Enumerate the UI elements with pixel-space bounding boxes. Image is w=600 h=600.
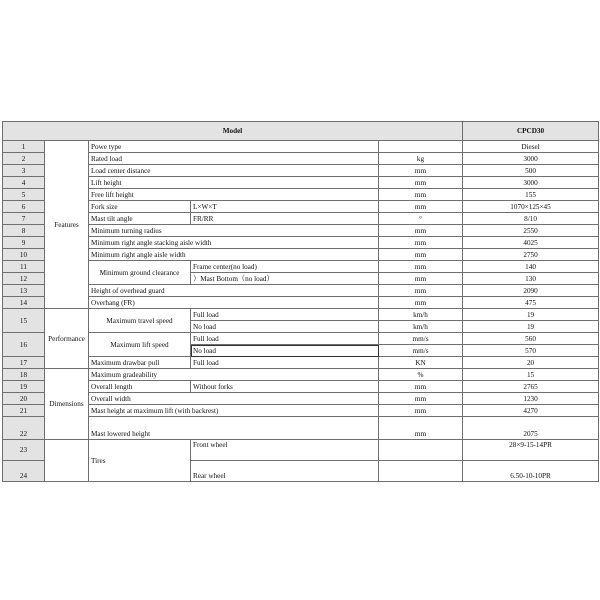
row-unit bbox=[379, 461, 463, 482]
row-unit: km/h bbox=[379, 309, 463, 321]
row-label: Height of overhead guard bbox=[89, 285, 379, 297]
table-row bbox=[3, 369, 599, 381]
group-blank bbox=[45, 440, 89, 482]
row-unit bbox=[379, 440, 463, 461]
row-label: Mast lowered height bbox=[89, 417, 379, 440]
row-value: 2090 bbox=[463, 285, 599, 297]
row-sub-label: Rear wheel bbox=[191, 461, 379, 482]
row-sub-label: L×W×T bbox=[191, 201, 379, 213]
row-label: Overall length bbox=[89, 381, 191, 393]
row-sub-label: Full load bbox=[191, 357, 379, 369]
group-dimensions: Dimensions bbox=[45, 369, 89, 440]
row-value: 2550 bbox=[463, 225, 599, 237]
selected-cell[interactable]: No load bbox=[191, 345, 379, 357]
table-row bbox=[3, 393, 599, 405]
table-row bbox=[3, 285, 599, 297]
row-label: Powe type bbox=[89, 141, 379, 153]
row-label: Rated load bbox=[89, 153, 379, 165]
table-row bbox=[3, 189, 599, 201]
table-row bbox=[3, 357, 599, 369]
row-unit: ° bbox=[379, 213, 463, 225]
table-row bbox=[3, 261, 599, 273]
row-label: Mast tilt angle bbox=[89, 213, 191, 225]
row-number: 7 bbox=[3, 213, 45, 225]
row-label: Maximum drawbar pull bbox=[89, 357, 191, 369]
row-unit: mm bbox=[379, 177, 463, 189]
spec-table bbox=[2, 121, 599, 482]
row-value: 560 bbox=[463, 333, 599, 345]
table-row bbox=[3, 177, 599, 189]
row-label: Minimum ground clearance bbox=[89, 261, 191, 285]
row-sub-label: Full load bbox=[191, 309, 379, 321]
row-value: 4270 bbox=[463, 405, 599, 417]
row-unit: mm bbox=[379, 273, 463, 285]
row-number: 19 bbox=[3, 381, 45, 393]
row-sub-label: FR/RR bbox=[191, 213, 379, 225]
table-row bbox=[3, 297, 599, 309]
row-number: 21 bbox=[3, 405, 45, 417]
table-row bbox=[3, 165, 599, 177]
row-label: Load center distance bbox=[89, 165, 379, 177]
row-number: 10 bbox=[3, 249, 45, 261]
group-performance: Performance bbox=[45, 309, 89, 369]
row-unit: mm bbox=[379, 405, 463, 417]
row-value: 28×9-15-14PR bbox=[463, 440, 599, 461]
row-value: 2750 bbox=[463, 249, 599, 261]
row-number: 17 bbox=[3, 357, 45, 369]
row-label: Tires bbox=[89, 440, 191, 482]
table-row bbox=[3, 213, 599, 225]
row-number: 6 bbox=[3, 201, 45, 213]
row-sub-label: Without forks bbox=[191, 381, 379, 393]
row-value: 1070×125×45 bbox=[463, 201, 599, 213]
row-number: 11 bbox=[3, 261, 45, 273]
row-value: 8/10 bbox=[463, 213, 599, 225]
row-unit: mm bbox=[379, 189, 463, 201]
row-label: Mast height at maximum lift (with backrest) bbox=[89, 405, 379, 417]
row-number: 23 bbox=[3, 440, 45, 461]
row-sub-label: Full load bbox=[191, 333, 379, 345]
row-number: 4 bbox=[3, 177, 45, 189]
row-unit: mm bbox=[379, 381, 463, 393]
row-value: 4025 bbox=[463, 237, 599, 249]
row-value: 155 bbox=[463, 189, 599, 201]
row-unit: mm/s bbox=[379, 345, 463, 357]
row-unit: kg bbox=[379, 153, 463, 165]
row-label: Fork size bbox=[89, 201, 191, 213]
table-row bbox=[3, 440, 599, 461]
row-value: 1230 bbox=[463, 393, 599, 405]
row-unit: KN bbox=[379, 357, 463, 369]
row-sub-label: No load bbox=[191, 321, 379, 333]
row-value: 3000 bbox=[463, 177, 599, 189]
header-row bbox=[3, 122, 599, 141]
row-number: 14 bbox=[3, 297, 45, 309]
row-value: Diesel bbox=[463, 141, 599, 153]
row-unit bbox=[379, 141, 463, 153]
table-row bbox=[3, 381, 599, 393]
table-row bbox=[3, 417, 599, 440]
row-value: 475 bbox=[463, 297, 599, 309]
table-row bbox=[3, 153, 599, 165]
row-label: Lift height bbox=[89, 177, 379, 189]
row-number: 5 bbox=[3, 189, 45, 201]
row-number: 9 bbox=[3, 237, 45, 249]
row-unit: mm bbox=[379, 225, 463, 237]
row-number: 20 bbox=[3, 393, 45, 405]
row-label: Maximum gradeability bbox=[89, 369, 379, 381]
row-number: 18 bbox=[3, 369, 45, 381]
row-value: 6.50-10-10PR bbox=[463, 461, 599, 482]
row-number: 3 bbox=[3, 165, 45, 177]
model-value: CPCD30 bbox=[463, 122, 599, 141]
row-label: Overall width bbox=[89, 393, 379, 405]
row-unit: mm bbox=[379, 417, 463, 440]
row-label: Minimum right angle stacking aisle width bbox=[89, 237, 379, 249]
row-label: Minimum right angle aisle width bbox=[89, 249, 379, 261]
row-number: 1 bbox=[3, 141, 45, 153]
table-row bbox=[3, 237, 599, 249]
row-number: 13 bbox=[3, 285, 45, 297]
row-unit: mm bbox=[379, 393, 463, 405]
row-number: 2 bbox=[3, 153, 45, 165]
row-unit: mm bbox=[379, 237, 463, 249]
row-sub-label: ）Mast Bottom（no load） bbox=[191, 273, 379, 285]
row-number: 24 bbox=[3, 461, 45, 482]
row-value: 15 bbox=[463, 369, 599, 381]
row-value: 130 bbox=[463, 273, 599, 285]
row-label: Free lift height bbox=[89, 189, 379, 201]
row-sub-label: Front wheel bbox=[191, 440, 379, 461]
row-number: 16 bbox=[3, 333, 45, 357]
row-label: Overhang (FR) bbox=[89, 297, 379, 309]
table-row bbox=[3, 309, 599, 321]
row-number: 22 bbox=[3, 417, 45, 440]
table-row bbox=[3, 249, 599, 261]
row-value: 19 bbox=[463, 309, 599, 321]
row-value: 140 bbox=[463, 261, 599, 273]
row-value: 20 bbox=[463, 357, 599, 369]
row-unit: mm bbox=[379, 285, 463, 297]
row-value: 2075 bbox=[463, 417, 599, 440]
row-label: Maximum travel speed bbox=[89, 309, 191, 333]
table-row bbox=[3, 141, 599, 153]
row-unit: mm bbox=[379, 249, 463, 261]
model-label: Model bbox=[3, 122, 463, 141]
table-row bbox=[3, 333, 599, 345]
row-sub-label: Frame center(no load) bbox=[191, 261, 379, 273]
table-row bbox=[3, 405, 599, 417]
row-unit: % bbox=[379, 369, 463, 381]
row-value: 500 bbox=[463, 165, 599, 177]
row-unit: mm bbox=[379, 165, 463, 177]
row-number: 15 bbox=[3, 309, 45, 333]
row-unit: mm bbox=[379, 201, 463, 213]
row-unit: km/h bbox=[379, 321, 463, 333]
row-unit: mm bbox=[379, 297, 463, 309]
row-value: 2765 bbox=[463, 381, 599, 393]
row-number: 8 bbox=[3, 225, 45, 237]
group-features: Features bbox=[45, 141, 89, 309]
row-unit: mm bbox=[379, 261, 463, 273]
table-row bbox=[3, 225, 599, 237]
row-label: Maximum lift speed bbox=[89, 333, 191, 357]
row-number: 12 bbox=[3, 273, 45, 285]
row-label: Minimum turning radius bbox=[89, 225, 379, 237]
table-row bbox=[3, 201, 599, 213]
row-value: 3000 bbox=[463, 153, 599, 165]
row-unit: mm/s bbox=[379, 333, 463, 345]
row-value: 19 bbox=[463, 321, 599, 333]
spec-sheet bbox=[2, 121, 598, 482]
row-value: 570 bbox=[463, 345, 599, 357]
